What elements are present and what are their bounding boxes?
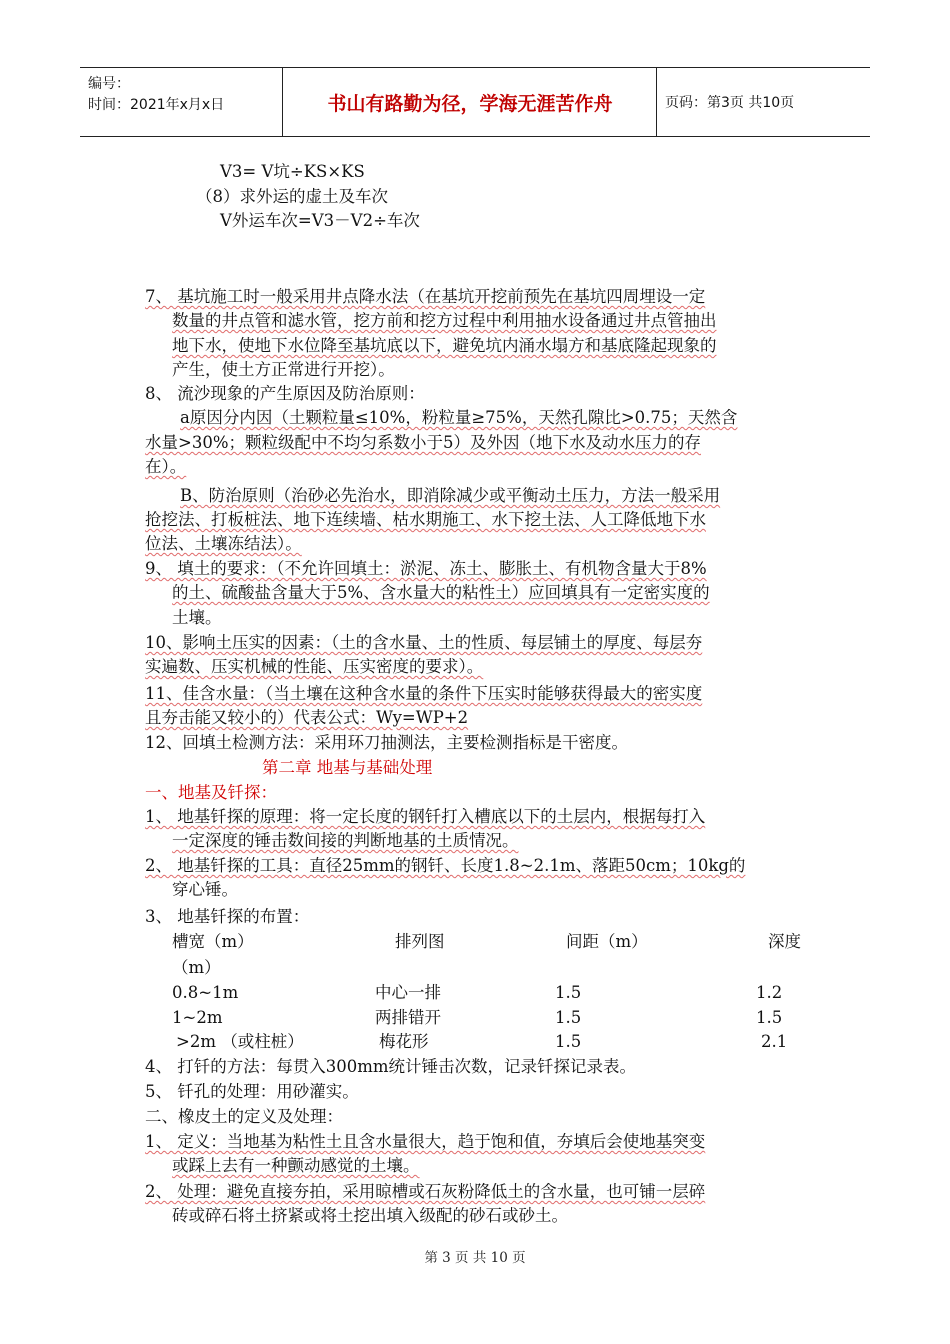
text-line: 1、 定义：当地基为粘性土且含水量很大，趋于饱和值，夯填后会使地基突变 [145,1132,706,1151]
text-line: 砖或碎石将土挤紧或将土挖出填入级配的砂石或砂土。 [172,1206,568,1225]
text-line: （8）求外运的虚土及车次 [196,187,388,206]
text-line: 位法、土壤冻结法）。 [145,534,302,553]
text-line: 在）。 [145,457,187,476]
table-cell: 0.8~1m [172,983,239,1002]
text-line: 8、 流沙现象的产生原因及防治原则： [145,384,425,403]
table-cell: 1.5 [555,1008,582,1027]
page-footer: 第 3 页 共 10 页 [424,1250,526,1266]
header-motto: 书山有路勤为径，学海无涯苦作舟 [327,93,613,115]
text-line: 9、 填土的要求：（不允许回填土：淤泥、冻土、膨胀土、有机物含量大于8% [145,559,707,578]
table-cell: 1.5 [555,983,582,1002]
text-line: 且夯击能又较小的）代表公式：Wy=WP+2 [145,708,469,727]
text-line: 12、回填土检测方法：采用环刀抽测法，主要检测指标是干密度。 [145,733,628,752]
text-line: 产生，使土方正常进行开挖）。 [172,360,395,379]
formula-line: V3= V坑÷KS×KS [220,162,365,181]
page-header [80,67,870,137]
table-cell: 梅花形 [379,1032,429,1051]
text-line: 10、影响土压实的因素：（土的含水量、土的性质、每层铺土的厚度、每层夯 [145,633,703,652]
table-header-unit: （m） [172,958,221,977]
text-line: a原因分内因（土颗粒量≤10%，粉粒量≥75%，天然孔隙比>0.75；天然含 [180,408,738,427]
chapter-heading: 第二章 地基与基础处理 [262,758,433,777]
text-line: 1、 地基钎探的原理：将一定长度的钢钎打入槽底以下的土层内，根据每打入 [145,807,706,826]
table-cell: >2m （或柱桩） [176,1032,304,1051]
text-line: 实遍数、压实机械的性能、压实密度的要求）。 [145,657,484,676]
header-meta [88,74,224,116]
text-line: 7、 基坑施工时一般采用井点降水法（在基坑开挖前预先在基坑四周埋设一定 [145,287,706,306]
header-divider [656,68,657,136]
text-line: 二、橡皮土的定义及处理： [145,1107,343,1126]
text-line: 的土、硫酸盐含量大于5%、含水量大的粘性土）应回填具有一定密实度的 [172,583,710,602]
text-line: 3、 地基钎探的布置： [145,907,310,926]
text-line: 2、 地基钎探的工具：直径25mm的钢钎、长度1.8~2.1m、落距50cm；10kg的 [145,856,746,875]
section-heading: 一、地基及钎探： [145,783,277,802]
text-line: 或踩上去有一种颤动感觉的土壤。 [172,1156,420,1175]
text-line: 11、佳含水量：（当土壤在这种含水量的条件下压实时能够获得最大的密实度 [145,684,703,703]
text-line: B、防治原则（治砂必先治水，即消除减少或平衡动土压力，方法一般采用 [180,486,721,505]
table-cell: 1.5 [756,1008,783,1027]
table-cell: 中心一排 [375,983,441,1002]
header-page-info: 页码：第3页 共10页 [665,95,795,111]
text-line: 2、 处理：避免直接夯拍，采用晾槽或石灰粉降低土的含水量，也可铺一层碎 [145,1182,706,1201]
text-line: 地下水，使地下水位降至基坑底以下，避免坑内涌水塌方和基底隆起现象的 [172,336,717,355]
table-cell: 2.1 [761,1032,788,1051]
text-line: 5、 钎孔的处理：用砂灌实。 [145,1082,359,1101]
formula-line: V外运车次=V3－V2÷车次 [220,211,420,230]
text-line: 穿心锤。 [172,880,238,899]
table-cell: 1.2 [756,983,783,1002]
table-cell: 1.5 [555,1032,582,1051]
table-cell: 两排错开 [375,1008,441,1027]
text-line: 水量>30%；颗粒级配中不均匀系数小于5）及外因（地下水及动水压力的存 [145,433,701,452]
number-label: 编号： [88,76,130,92]
table-cell: 1~2m [172,1008,223,1027]
text-line: 4、 打钎的方法：每贯入300mm统计锤击次数，记录钎探记录表。 [145,1057,637,1076]
table-header: 间距（m） [566,932,648,951]
table-header: 深度 [768,932,801,951]
text-line: 一定深度的锤击数间接的判断地基的土质情况。 [172,831,519,850]
text-line: 抢挖法、打板桩法、地下连续墙、枯水期施工、水下挖土法、人工降低地下水 [145,510,706,529]
date-label: 时间：2021年x月x日 [88,97,225,113]
text-line: 土壤。 [172,608,222,627]
table-header: 槽宽（m） [172,932,254,951]
table-header: 排列图 [395,932,445,951]
text-line: 数量的井点管和滤水管，挖方前和挖方过程中利用抽水设备通过井点管抽出 [172,311,717,330]
header-divider [282,68,283,136]
